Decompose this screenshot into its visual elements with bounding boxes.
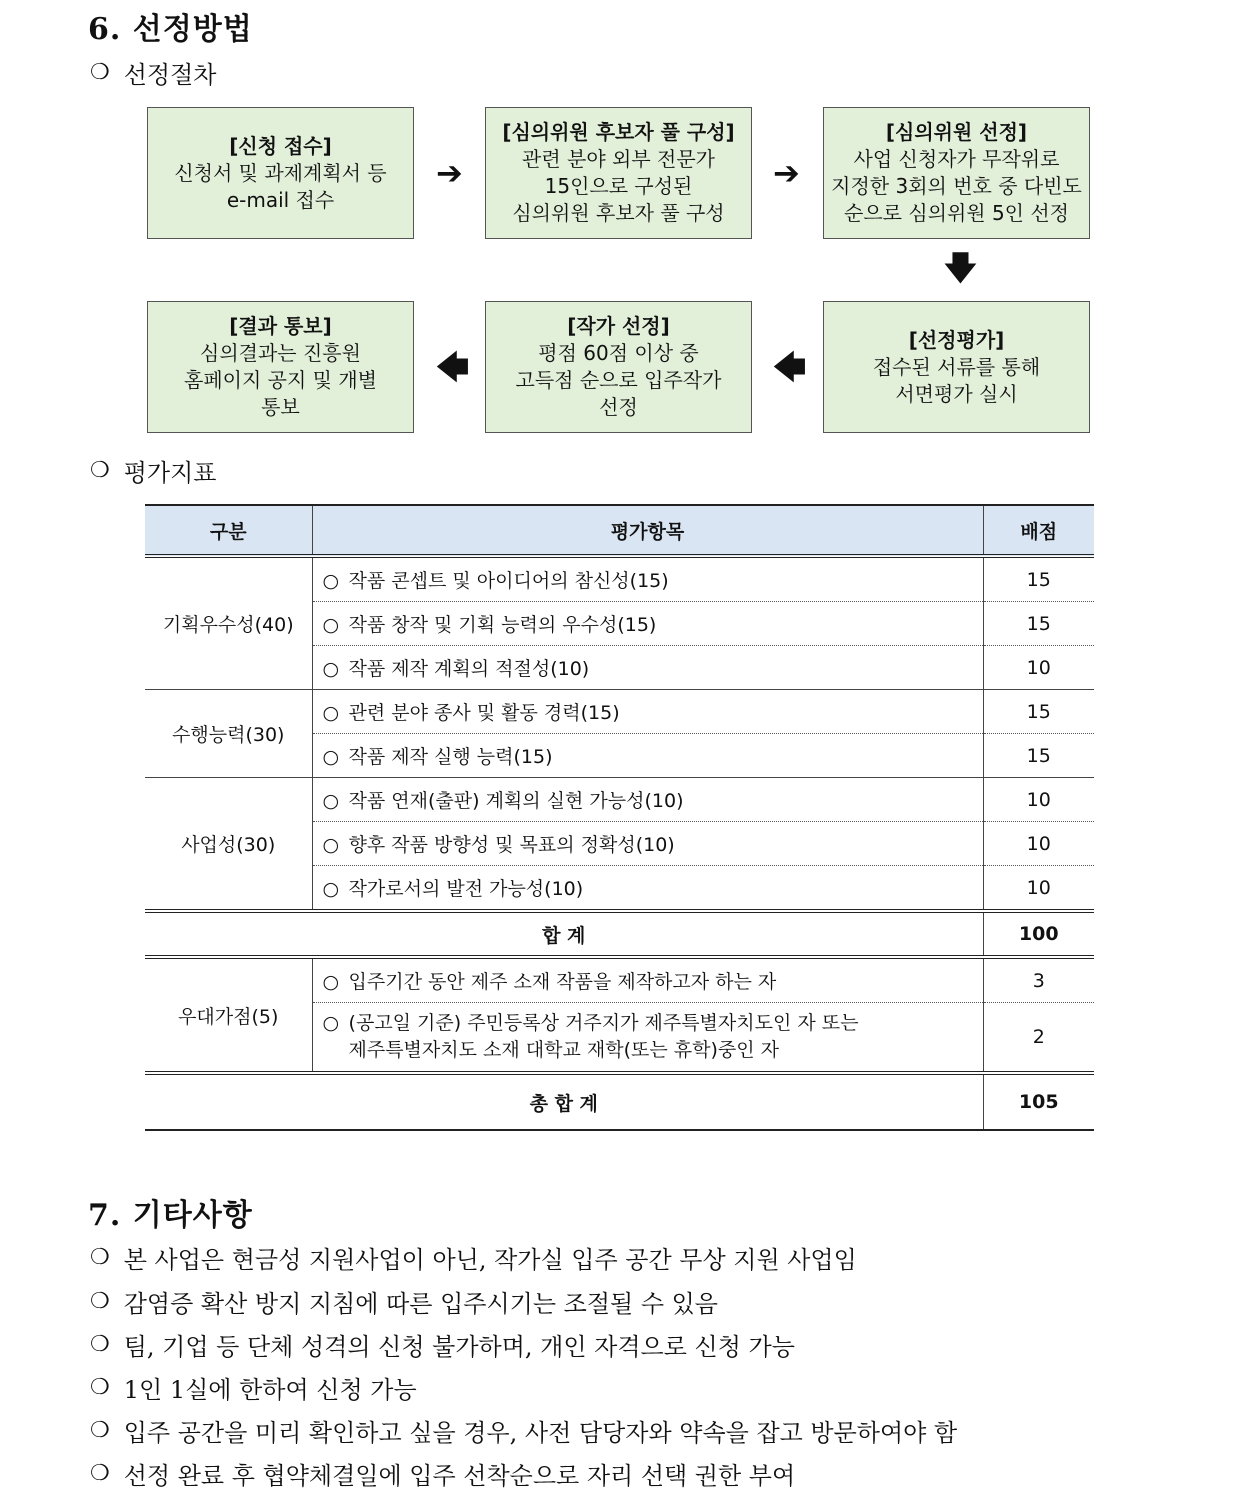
flow-step-title: [심의위원 선정]: [885, 120, 1028, 144]
flow-step-pool: [485, 107, 752, 239]
item-cell: [312, 957, 983, 1003]
circle-icon: ○: [322, 746, 340, 768]
section7-title: 7. 기타사항: [88, 1198, 253, 1233]
flow-step-title: [결과 통보]: [229, 314, 332, 338]
item-cell: [312, 778, 983, 822]
circle-icon: ○: [322, 971, 340, 993]
list-item-text: 선정 완료 후 협약체결일에 입주 선착순으로 자리 선택 권한 부여: [123, 1462, 796, 1490]
score-cell: 2: [983, 1003, 1094, 1074]
category-cell: 사업성(30): [181, 834, 276, 856]
score-cell: 10: [983, 778, 1094, 822]
circle-icon: ○: [322, 570, 340, 592]
table-row: [145, 778, 1094, 822]
circle-icon: ○: [322, 1012, 340, 1034]
flow-step-title: [심의위원 후보자 풀 구성]: [502, 120, 735, 144]
score-cell: 3: [983, 957, 1094, 1003]
list-item-text: 감염증 확산 방지 지침에 따른 입주시기는 조절될 수 있음: [123, 1290, 718, 1318]
list-item: [90, 1456, 795, 1491]
bullet-icon: ❍: [90, 1375, 110, 1400]
list-item-text: 입주 공간을 미리 확인하고 싶을 경우, 사전 담당자와 약속을 잡고 방문하여야 함: [123, 1419, 958, 1447]
item-text: 작품 창작 및 기획 능력의 우수성(15): [348, 614, 657, 636]
flow-step-selection: [485, 301, 752, 433]
item-text: (공고일 기준) 주민등록상 거주지가 제주특별자치도인 자 또는: [348, 1012, 859, 1034]
flow-step-evaluation: [823, 301, 1090, 433]
flow-step-title: [신청 접수]: [229, 133, 332, 158]
procedure-label: 선정절차: [123, 61, 217, 89]
score-cell: 10: [983, 866, 1094, 912]
item-cell: [312, 556, 983, 602]
list-item: [90, 1413, 957, 1448]
category-cell: 수행능력(30): [145, 690, 312, 778]
circle-icon: ○: [322, 790, 340, 812]
score-cell: 10: [983, 822, 1094, 866]
item-cell: [312, 690, 983, 734]
bullet-icon: ❍: [90, 1332, 110, 1357]
table-header-row: [145, 505, 1094, 556]
bullet-icon: ❍: [90, 1245, 110, 1270]
bullet-icon: ❍: [90, 60, 110, 85]
item-cell: [312, 822, 983, 866]
subtotal-label: 합 계: [145, 911, 983, 957]
list-item: [90, 1240, 857, 1275]
list-item: [90, 1370, 417, 1405]
bullet-icon: ❍: [90, 1461, 110, 1486]
total-score: 105: [983, 1073, 1094, 1130]
item-text: 입주기간 동안 제주 소재 작품을 제작하고자 하는 자: [348, 971, 777, 993]
list-item-text: 팀, 기업 등 단체 성격의 신청 불가하며, 개인 자격으로 신청 가능: [123, 1333, 795, 1361]
evaluation-table: [145, 504, 1094, 1131]
flow-step-apply: [147, 107, 414, 239]
score-cell: 15: [983, 556, 1094, 602]
item-text: 작품 제작 실행 능력(15): [348, 746, 553, 768]
item-text: 향후 작품 방향성 및 목표의 정확성(10): [348, 834, 675, 856]
flow-step-committee: [823, 107, 1090, 239]
item-cell: [312, 1003, 983, 1074]
score-cell: 15: [983, 690, 1094, 734]
circle-icon: ○: [322, 834, 340, 856]
bonus-category-cell: 우대가점(5): [178, 1005, 279, 1028]
criteria-label: 평가지표: [123, 459, 217, 487]
circle-icon: ○: [322, 614, 340, 636]
flow-step-body: 사업 신청자가 무작위로 지정한 3회의 번호 중 다빈도 순으로 심의위원 5인 선정: [831, 147, 1082, 225]
arrow-right-icon: ➔: [436, 154, 463, 192]
arrow-left-icon: 🡄: [773, 348, 807, 386]
criteria-heading: [90, 453, 216, 488]
flow-step-body: 심의결과는 진흥원 홈페이지 공지 및 개별 통보: [184, 341, 377, 419]
item-cell: [312, 602, 983, 646]
item-text: 작품 연재(출판) 계획의 실현 가능성(10): [348, 790, 684, 812]
subtotal-score: 100: [983, 911, 1094, 957]
flow-step-body: 신청서 및 과제계획서 등 e-mail 접수: [174, 160, 387, 212]
item-cell: [312, 734, 983, 778]
flow-step-body: 평점 60점 이상 중 고득점 순으로 입주작가 선정: [515, 341, 722, 419]
header-item: 평가항목: [312, 505, 983, 556]
flow-step-title: [작가 선정]: [567, 314, 670, 338]
item-text: 관련 분야 종사 및 활동 경력(15): [348, 702, 620, 724]
list-item-text: 1인 1실에 한하여 신청 가능: [123, 1376, 417, 1404]
flow-step-notice: [147, 301, 414, 433]
category-cell: 기획우수성(40): [145, 556, 312, 690]
procedure-heading: [90, 55, 216, 90]
flow-step-body: 관련 분야 외부 전문가 15인으로 구성된 심의위원 후보자 풀 구성: [512, 147, 725, 225]
flow-step-title: [선정평가]: [908, 327, 1005, 352]
table-row: [145, 690, 1094, 734]
list-item-text: 본 사업은 현금성 지원사업이 아닌, 작가실 입주 공간 무상 지원 사업임: [123, 1246, 857, 1274]
score-cell: 15: [983, 602, 1094, 646]
bullet-icon: ❍: [90, 1289, 110, 1314]
item-text: 작품 제작 계획의 적절성(10): [348, 658, 590, 680]
item-text-continued: 제주특별자치도 소재 대학교 재학(또는 휴학)중인 자: [348, 1039, 779, 1061]
section6-title: 6. 선정방법: [88, 12, 253, 47]
total-row: [145, 1073, 1094, 1130]
arrow-right-icon: ➔: [773, 154, 800, 192]
item-text: 작품 콘셉트 및 아이디어의 참신성(15): [348, 570, 669, 592]
score-cell: 10: [983, 646, 1094, 690]
total-label: 총 합 계: [145, 1073, 983, 1130]
arrow-left-icon: 🡄: [436, 348, 470, 386]
item-cell: [312, 866, 983, 912]
bullet-icon: ❍: [90, 1418, 110, 1443]
bullet-icon: ❍: [90, 458, 110, 483]
item-text: 작가로서의 발전 가능성(10): [348, 878, 584, 900]
flow-step-body: 접수된 서류를 통해 서면평가 실시: [872, 354, 1041, 406]
arrow-down-icon: 🡇: [944, 249, 977, 287]
circle-icon: ○: [322, 658, 340, 680]
list-item: [90, 1284, 718, 1319]
header-category: 구분: [145, 505, 312, 556]
score-cell: 15: [983, 734, 1094, 778]
circle-icon: ○: [322, 878, 340, 900]
subtotal-row: [145, 911, 1094, 957]
table-row: [145, 957, 1094, 1003]
table-row: [145, 556, 1094, 602]
header-score: 배점: [983, 505, 1094, 556]
list-item: [90, 1327, 795, 1362]
item-cell: [312, 646, 983, 690]
circle-icon: ○: [322, 702, 340, 724]
